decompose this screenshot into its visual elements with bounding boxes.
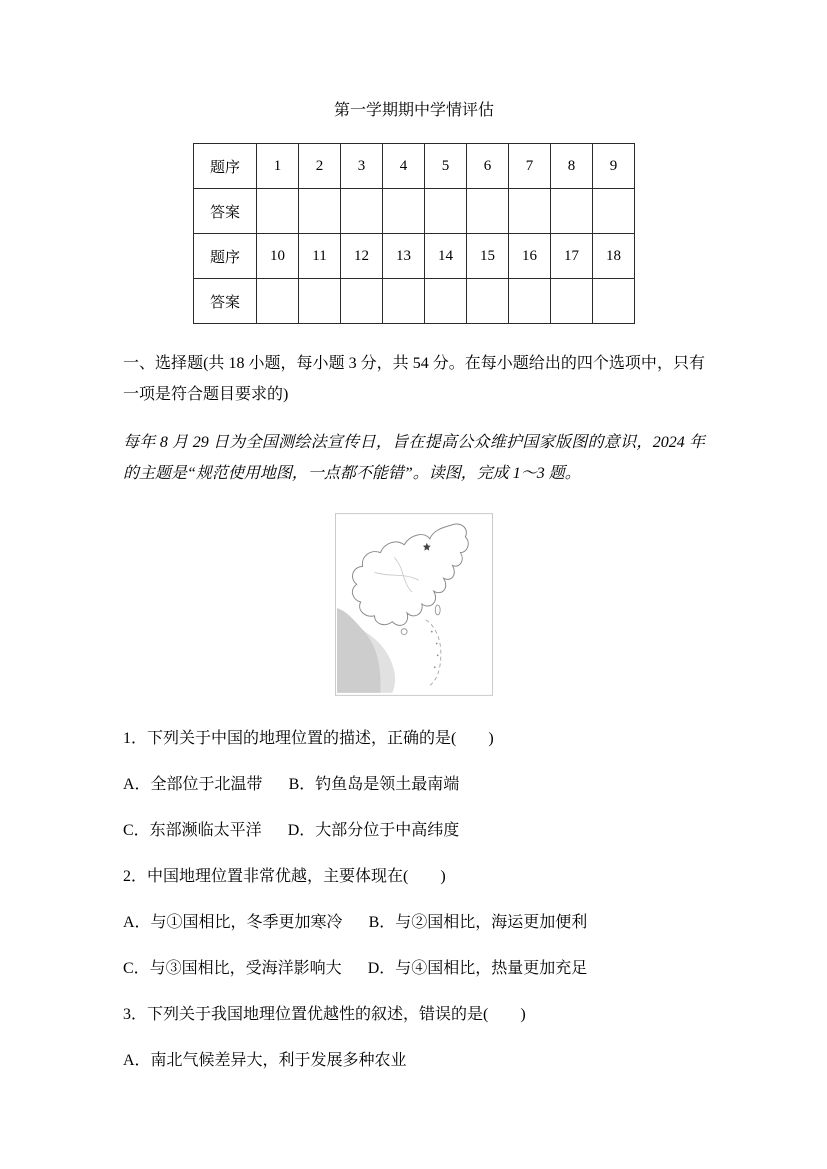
option-d: D．与④国相比，热量更加充足 [367, 960, 588, 977]
option-b: B．钓鱼岛是领土最南端 [288, 776, 460, 793]
answer-cell [593, 279, 635, 324]
question-number-cell: 13 [383, 234, 425, 279]
island-dot [434, 666, 436, 668]
option-b: B．与②国相比，海运更加便利 [368, 914, 588, 931]
island-dot [437, 654, 439, 656]
option-line [123, 815, 705, 846]
answer-cell [299, 279, 341, 324]
row-label-cell: 答案 [194, 279, 257, 324]
answer-cell [467, 189, 509, 234]
answer-cell [383, 279, 425, 324]
option-c: C．与③国相比，受海洋影响大 [123, 960, 342, 977]
question-number-cell: 11 [299, 234, 341, 279]
question-number-cell: 8 [551, 144, 593, 189]
answer-cell [509, 279, 551, 324]
row-label-cell: 题序 [194, 144, 257, 189]
option-c: C．东部濒临太平洋 [123, 822, 262, 839]
answer-cell [509, 189, 551, 234]
answer-cell [425, 189, 467, 234]
question-number-cell: 5 [425, 144, 467, 189]
question-number-cell: 18 [593, 234, 635, 279]
taiwan-island [435, 605, 440, 615]
answer-cell [257, 279, 299, 324]
question-number-cell: 15 [467, 234, 509, 279]
question-stem: 1．下列关于中国的地理位置的描述，正确的是( ) [123, 730, 494, 747]
question-block-3 [123, 999, 705, 1076]
question-number-cell: 9 [593, 144, 635, 189]
china-map-image [335, 513, 493, 696]
question-number-cell: 14 [425, 234, 467, 279]
answer-cell [341, 279, 383, 324]
section-heading: 一、选择题(共 18 小题，每小题 3 分，共 54 分。在每小题给出的四个选项中，只有一项是符合题目要求的) [123, 355, 705, 403]
question-number-cell: 10 [257, 234, 299, 279]
china-map-figure [123, 513, 705, 701]
answer-cell [425, 279, 467, 324]
answer-cell [551, 279, 593, 324]
table-row [194, 234, 635, 279]
option-a: A．全部位于北温带 [123, 776, 263, 793]
option-line [123, 953, 705, 984]
island-dot [436, 643, 438, 645]
option-line [123, 1045, 705, 1076]
question-number-cell: 6 [467, 144, 509, 189]
answer-cell [467, 279, 509, 324]
answer-cell [299, 189, 341, 234]
answer-table [193, 143, 635, 324]
question-block-2 [123, 861, 705, 984]
row-label-cell: 题序 [194, 234, 257, 279]
answer-cell [257, 189, 299, 234]
page-title: 第一学期期中学情评估 [333, 102, 494, 119]
question-number-cell: 16 [509, 234, 551, 279]
question-number-cell: 12 [341, 234, 383, 279]
question-number-cell: 3 [341, 144, 383, 189]
answer-cell [383, 189, 425, 234]
option-a: A．南北气候差异大，利于发展多种农业 [123, 1052, 407, 1069]
question-number-cell: 4 [383, 144, 425, 189]
intro-paragraph: 每年 8 月 29 日为全国测绘法宣传日，旨在提高公众维护国家版图的意识，2024 年的主题是“规范使用地图，一点都不能错”。读图，完成 1～3 题。 [123, 434, 705, 482]
answer-cell [551, 189, 593, 234]
answer-cell [593, 189, 635, 234]
question-number-cell: 1 [257, 144, 299, 189]
question-block-1 [123, 723, 705, 846]
question-number-cell: 7 [509, 144, 551, 189]
table-row [194, 189, 635, 234]
option-d: D．大部分位于中高纬度 [287, 822, 460, 839]
option-a: A．与①国相比，冬季更加寒冷 [123, 914, 343, 931]
island-dot [431, 631, 433, 633]
hainan-island [401, 629, 407, 635]
question-number-cell: 2 [299, 144, 341, 189]
option-line [123, 769, 705, 800]
answer-cell [341, 189, 383, 234]
question-number-cell: 17 [551, 234, 593, 279]
table-row [194, 279, 635, 324]
question-stem: 2．中国地理位置非常优越，主要体现在( ) [123, 868, 446, 885]
question-stem: 3．下列关于我国地理位置优越性的叙述，错误的是( ) [123, 1006, 526, 1023]
option-line [123, 907, 705, 938]
row-label-cell: 答案 [194, 189, 257, 234]
table-row [194, 144, 635, 189]
